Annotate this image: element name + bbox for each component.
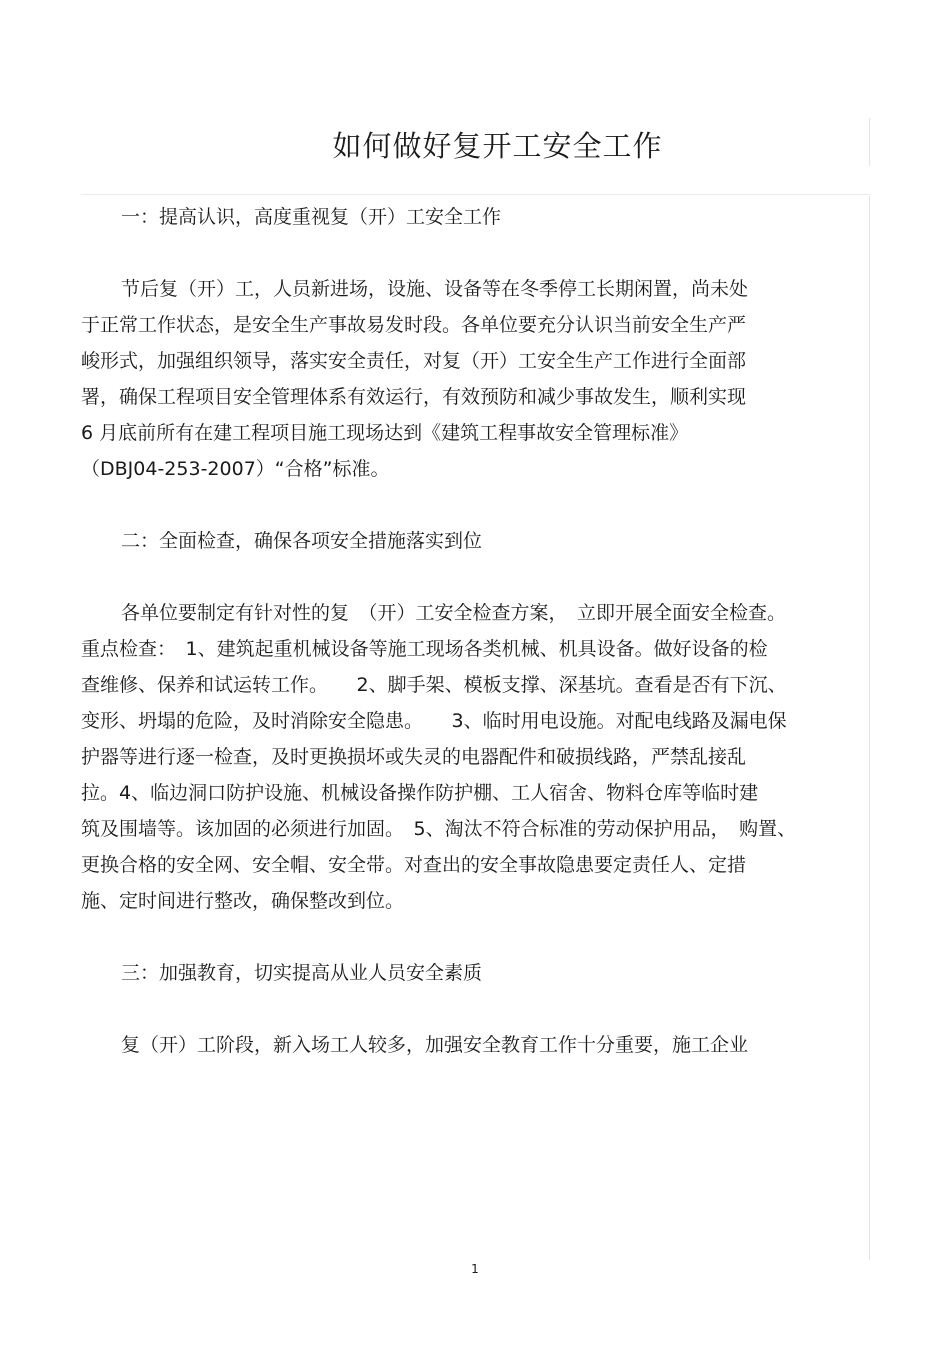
paragraph-line: 6 月底前所有在建工程项目施工现场达到《建筑工程事故安全管理标准》 <box>81 422 689 444</box>
paragraph-line: 各单位要制定有针对性的复 （开）工安全检查方案， 立即开展全面安全检查。 <box>121 602 787 624</box>
paragraph-line: （DBJ04-253-2007）“合格”标准。 <box>81 458 390 480</box>
section-heading-1: 一：提高认识，高度重视复（开）工安全工作 <box>121 206 502 228</box>
paragraph-line: 复（开）工阶段，新入场工人较多，加强安全教育工作十分重要，施工企业 <box>121 1034 749 1056</box>
paragraph-line: 于正常工作状态，是安全生产事故易发时段。各单位要充分认识当前安全生产严 <box>81 314 747 336</box>
section-heading-3: 三：加强教育，切实提高从业人员安全素质 <box>121 962 483 984</box>
paragraph-line: 峻形式，加强组织领导，落实安全责任，对复（开）工安全生产工作进行全面部 <box>81 350 747 372</box>
paragraph-line: 变形、坍塌的危险，及时消除安全隐患。 3、临时用电设施。对配电线路及漏电保 <box>81 710 787 732</box>
paragraph-line: 查维修、保养和试运转工作。 2、脚手架、模板支撑、深基坑。查看是否有下沉、 <box>81 674 787 696</box>
document-title: 如何做好复开工安全工作 <box>332 129 663 163</box>
page-number: 1 <box>471 1262 479 1276</box>
paragraph-line: 施、定时间进行整改，确保整改到位。 <box>81 890 405 912</box>
paragraph-line: 更换合格的安全网、安全帽、安全带。对查出的安全事故隐患要定责任人、定措 <box>81 854 747 876</box>
paragraph-line: 护器等进行逐一检查，及时更换损坏或失灵的电器配件和破损线路，严禁乱接乱 <box>81 746 747 768</box>
paragraph-line: 重点检查： 1、建筑起重机械设备等施工现场各类机械、机具设备。做好设备的检 <box>81 638 768 660</box>
section-heading-2: 二：全面检查，确保各项安全措施落实到位 <box>121 530 483 552</box>
document-body <box>81 199 871 1063</box>
paragraph-line: 署，确保工程项目安全管理体系有效运行，有效预防和减少事故发生，顺利实现 <box>81 386 747 408</box>
title-divider <box>81 194 870 195</box>
paragraph-line: 拉。4、临边洞口防护设施、机械设备操作防护棚、工人宿舍、物料仓库等临时建 <box>81 782 759 804</box>
paragraph-line: 筑及围墙等。该加固的必须进行加固。 5、淘汰不符合标准的劳动保护用品， 购置、 <box>81 818 797 840</box>
paragraph-line: 节后复（开）工，人员新进场，设施、设备等在冬季停工长期闲置，尚未处 <box>121 278 749 300</box>
